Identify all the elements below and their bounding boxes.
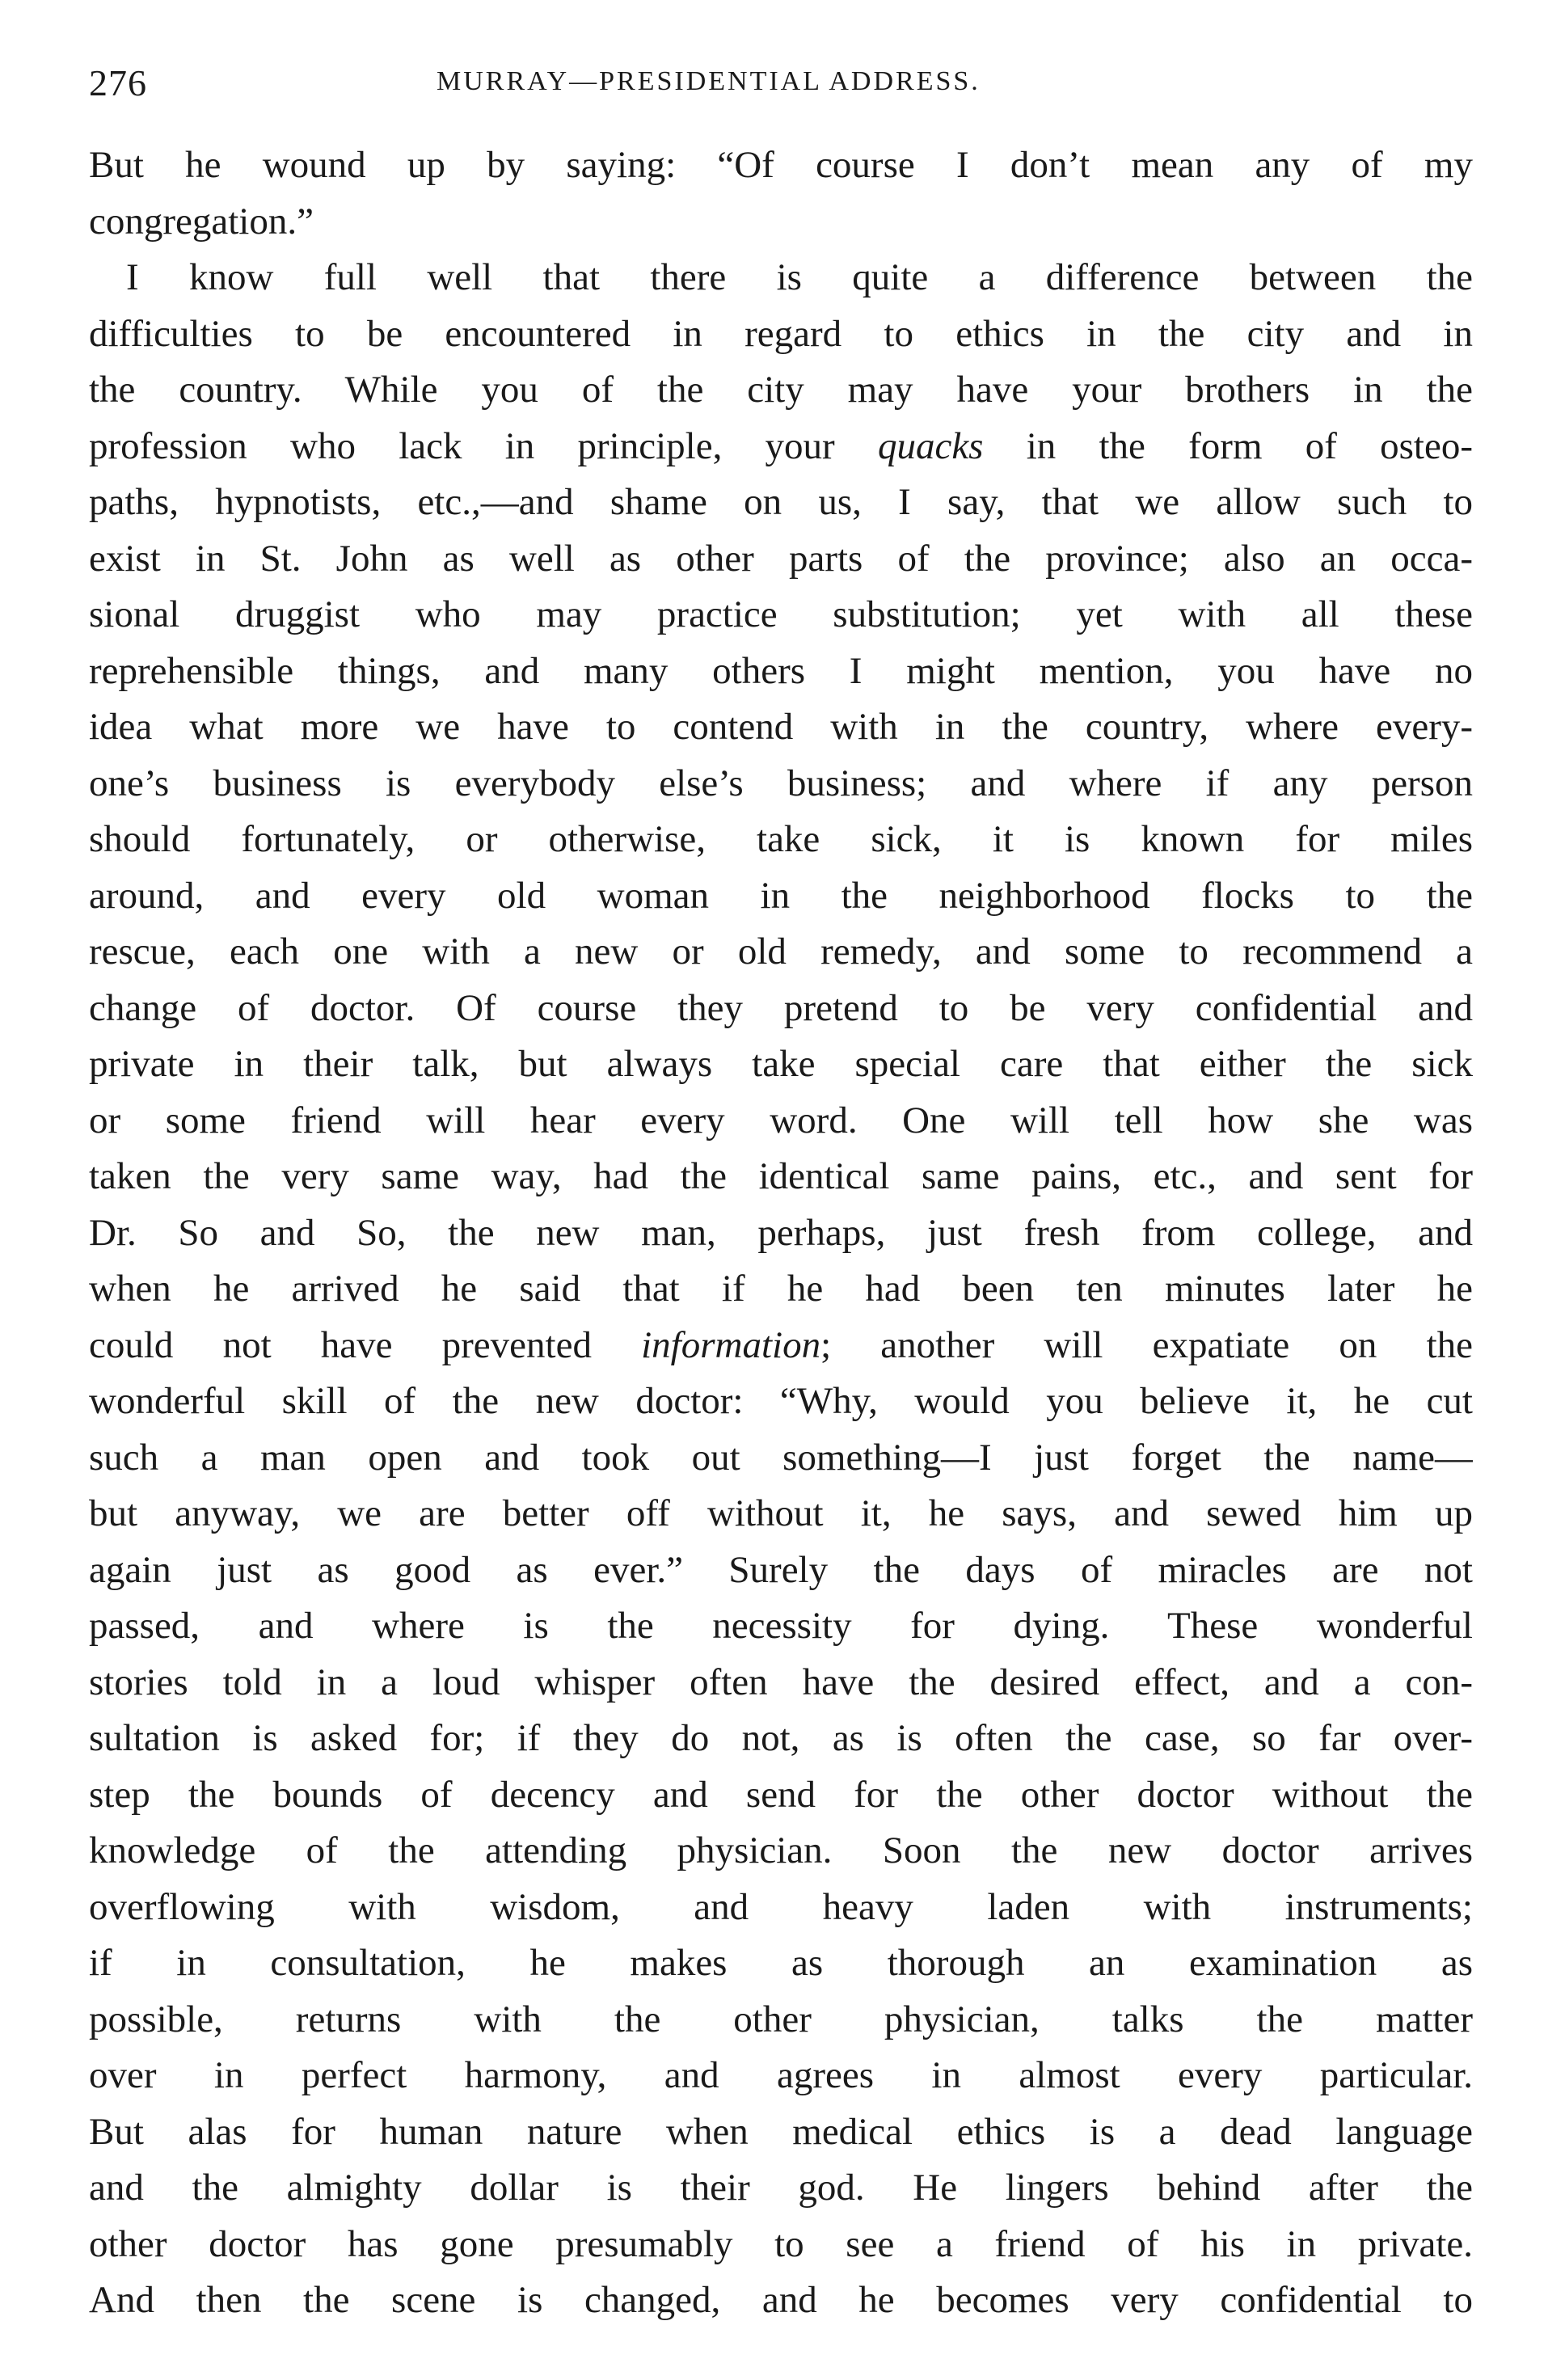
text-line: paths, hypnotists, etc.,—and shame on us, I say, that we allow such to <box>89 481 1473 523</box>
text-line: step the bounds of decency and send for the other doctor without the <box>89 1773 1473 1816</box>
italic-term: information <box>641 1323 821 1366</box>
text-line: wonderful skill of the new doctor: “Why, would you believe it, he cut <box>89 1380 1473 1422</box>
text-line: overflowing with wisdom, and heavy laden with instruments; <box>89 1885 1473 1928</box>
body-text <box>89 137 1473 2329</box>
text-line: congregation.” <box>89 200 314 243</box>
text-line: but anyway, we are better off without it, he says, and sewed him up <box>89 1492 1473 1534</box>
text-line: when he arrived he said that if he had been ten minutes later he <box>89 1268 1473 1310</box>
text-line: and the almighty dollar is their god. He lingers behind after the <box>89 2167 1473 2209</box>
text-line: exist in St. John as well as other parts of the province; also an occa- <box>89 537 1473 580</box>
text-line: if in consultation, he makes as thorough an examination as <box>89 1942 1473 1984</box>
text-line: again just as good as ever.” Surely the days of miracles are not <box>89 1548 1473 1591</box>
text-line: the country. While you of the city may have your brothers in the <box>89 369 1473 411</box>
text-line: But he wound up by saying: “Of course I don’t mean any of my <box>89 144 1473 186</box>
text-line <box>89 1318 1473 1374</box>
text-line: possible, returns with the other physician, talks the matter <box>89 1998 1473 2040</box>
text-line: private in their talk, but always take special care that either the sick <box>89 1043 1473 1085</box>
text-line: other doctor has gone presumably to see a friend of his in private. <box>89 2222 1473 2265</box>
text-line: knowledge of the attending physician. Soon the new doctor arrives <box>89 1829 1473 1872</box>
text-line: one’s business is everybody else’s business; and where if any person <box>89 762 1473 804</box>
paragraph-start-line: I know full well that there is quite a difference between the <box>126 256 1473 298</box>
text-line: should fortunately, or otherwise, take sick, it is known for miles <box>89 818 1473 860</box>
italic-term: quacks <box>877 424 984 467</box>
text-line: sultation is asked for; if they do not, as is often the case, so far over- <box>89 1717 1473 1759</box>
text-line: such a man open and took out something—I just forget the name— <box>89 1436 1473 1479</box>
running-head <box>89 61 1463 110</box>
text-line: passed, and where is the necessity for dying. These wonderful <box>89 1605 1473 1647</box>
text-line: But alas for human nature when medical ethics is a dead language <box>89 2110 1473 2153</box>
text-line: over in perfect harmony, and agrees in almost every particular. <box>89 2054 1473 2096</box>
text-line: rescue, each one with a new or old remedy, and some to recommend a <box>89 930 1473 973</box>
text-line: idea what more we have to contend with in the country, where every- <box>89 706 1473 748</box>
text-line: or some friend will hear every word. One will tell how she was <box>89 1099 1473 1141</box>
text-run: in the form of osteo- <box>983 424 1473 467</box>
text-line: change of doctor. Of course they pretend to be very confidential and <box>89 986 1473 1029</box>
text-run: profession who lack in principle, your <box>89 424 878 467</box>
text-run: could not have prevented <box>89 1323 642 1366</box>
text-line: difficulties to be encountered in regard to ethics in the city and in <box>89 312 1473 355</box>
text-line <box>89 419 1473 475</box>
text-run: ; another will expatiate on the <box>820 1323 1473 1366</box>
text-line: sional druggist who may practice substitution; yet with all these <box>89 593 1473 635</box>
running-title: MURRAY—PRESIDENTIAL ADDRESS. <box>437 66 981 96</box>
text-line: Dr. So and So, the new man, perhaps, just fresh from college, and <box>89 1211 1473 1254</box>
text-line: around, and every old woman in the neighborhood flocks to the <box>89 874 1473 917</box>
text-line: And then the scene is changed, and he becomes very confidential to <box>89 2279 1473 2321</box>
text-line: taken the very same way, had the identical same pains, etc., and sent for <box>89 1155 1473 1197</box>
text-line: reprehensible things, and many others I might mention, you have no <box>89 649 1473 692</box>
text-line: stories told in a loud whisper often have the desired effect, and a con- <box>89 1661 1473 1703</box>
page-number: 276 <box>89 62 147 103</box>
